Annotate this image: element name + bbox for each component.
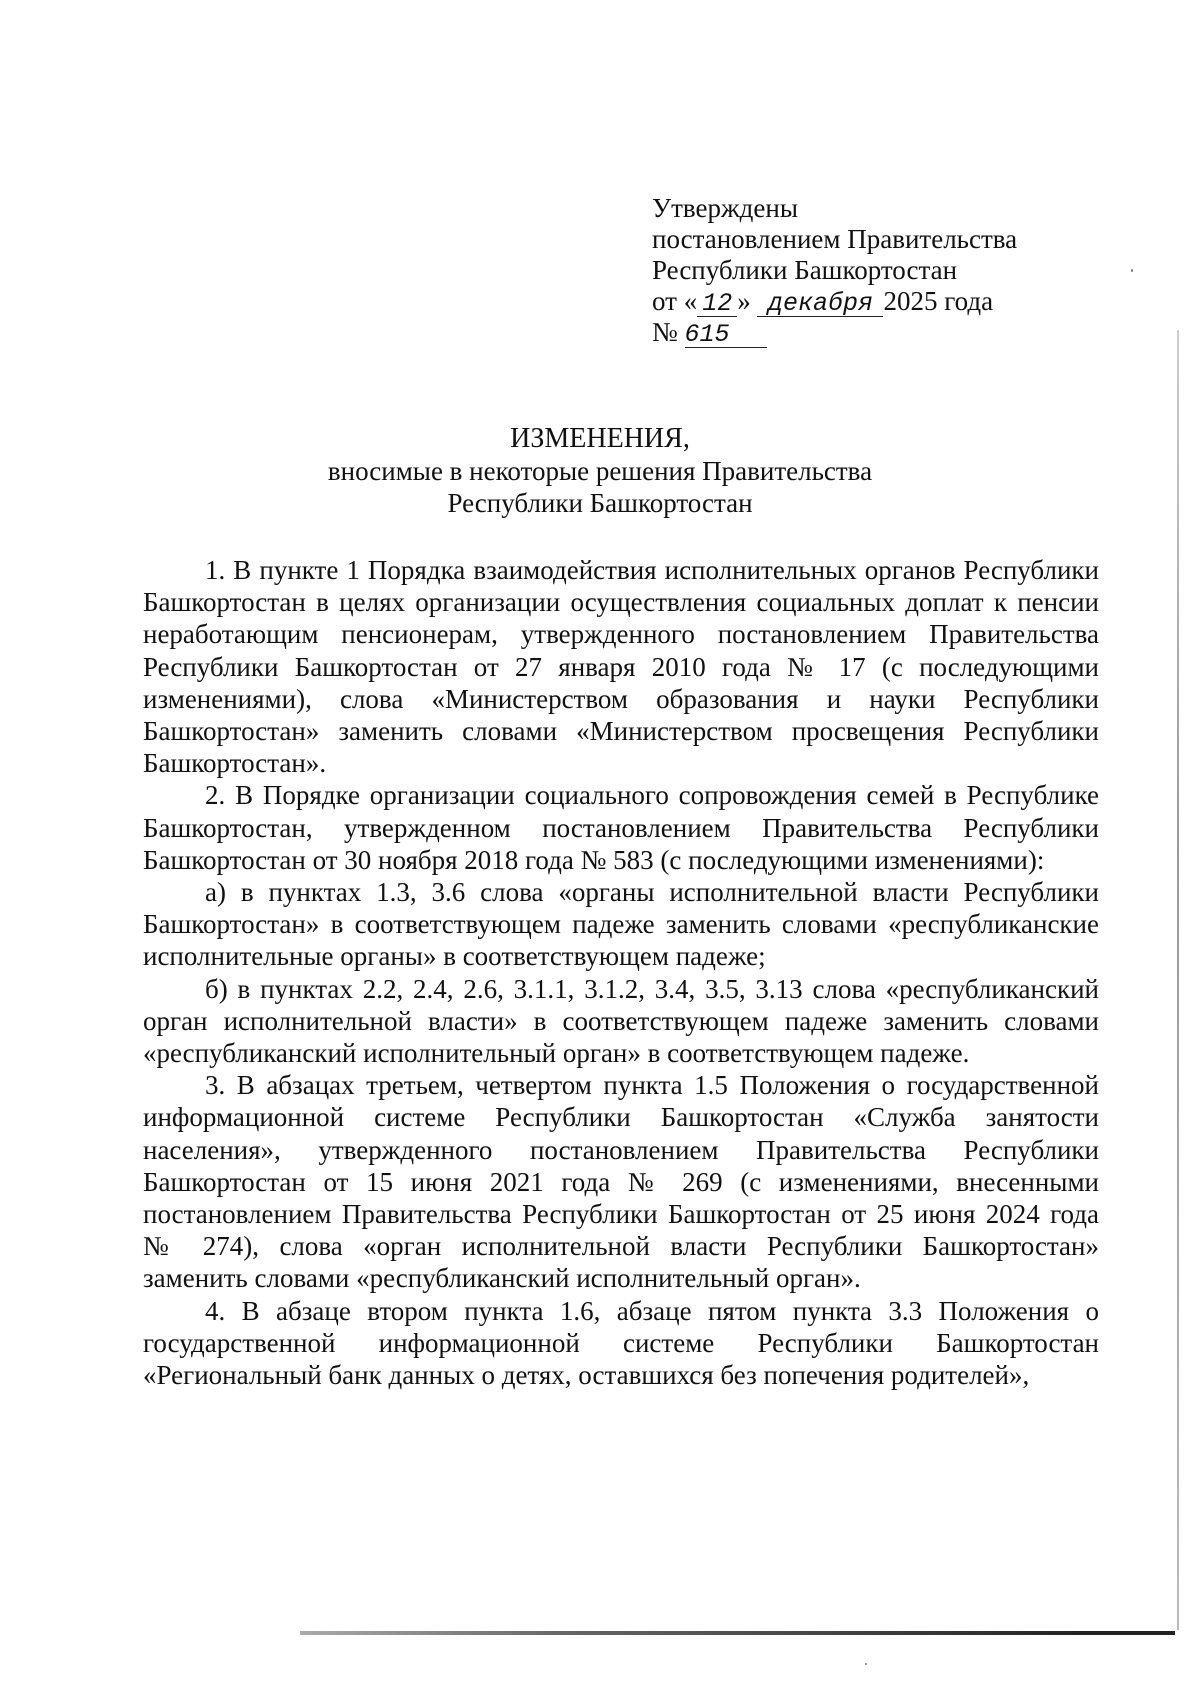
document-subtitle-1: вносимые в некоторые решения Правительства — [327, 456, 873, 486]
paragraph-3: 3. В абзацах третьем, четвертом пункта 1.5 Положения о государственной информационной системе Республики Башкортостан «Служба занятости населения», утвержденного постановлением Правительства Республики Башкортостан от 15 июня 2021 года № 269 (с изменениями, внесенными постановлением Правительства Республики Башкортостан от 25 июня 2024 года № 274), слова «орган исполнительной власти Республики Башкортостан» заменить словами «республиканский исполнительный орган». — [143, 1070, 1099, 1294]
date-year: 2025 года — [883, 286, 994, 316]
number-prefix: № — [652, 317, 678, 347]
paragraph-2b: б) в пунктах 2.2, 2.4, 2.6, 3.1.1, 3.1.2, 3.4, 3.5, 3.13 слова «республиканский орган исполнительной власти» в соответствующем падеже заменить словами «республиканский исполнительный орган» в соответствующем падеже. — [143, 973, 1099, 1069]
paragraph-2a: а) в пунктах 1.3, 3.6 слова «органы исполнительной власти Республики Башкортостан» в соответствующем падеже заменить словами «республиканские исполнительные органы» в соответствующем падеже; — [143, 877, 1099, 972]
document-number: 615 — [684, 320, 730, 349]
date-month: декабря — [767, 289, 873, 318]
scan-edge-bottom — [300, 1631, 1175, 1635]
date-prefix: от « — [652, 286, 698, 316]
document-title: ИЗМЕНЕНИЯ, — [510, 423, 690, 454]
paragraph-1: 1. В пункте 1 Порядка взаимодействия исполнительных органов Республики Башкортостан в целях организации осуществления социальных доплат к пенсии неработающим пенсионерам, утвержденного постановлением Правительства Республики Башкортостан от 27 января 2010 года № 17 (с последующими изменениями), слова «Министерством образования и науки Республики Башкортостан» заменить словами «Министерством просвещения Республики Башкортостан». — [143, 555, 1099, 779]
paragraph-4: 4. В абзаце втором пункта 1.6, абзаце пятом пункта 3.3 Положения о государственной информационной системе Республики Башкортостан «Региональный банк данных о детях, оставшихся без попечения родителей», — [143, 1295, 1099, 1391]
approval-line-republic: Республики Башкортостан — [652, 255, 958, 285]
approval-line-resolution: постановлением Правительства — [652, 224, 1018, 254]
approval-date — [652, 286, 1017, 317]
paragraph-2: 2. В Порядке организации социального сопровождения семей в Республике Башкортостан, утвержденном постановлением Правительства Республики Башкортостан от 30 ноября 2018 года № 583 (с последующими изменениями): — [143, 780, 1099, 875]
scan-speck — [1131, 269, 1133, 272]
scan-speck — [865, 1663, 867, 1665]
document-body — [143, 554, 1099, 1391]
approval-number — [652, 317, 1017, 348]
date-mid: » — [737, 286, 751, 316]
scan-edge-right — [1177, 330, 1179, 1630]
document-subtitle-2: Республики Башкортостан — [447, 488, 753, 518]
date-day: 12 — [702, 289, 733, 318]
title-block — [0, 423, 1200, 519]
approval-line-approved: Утверждены — [652, 193, 798, 223]
approval-block — [652, 193, 1017, 348]
